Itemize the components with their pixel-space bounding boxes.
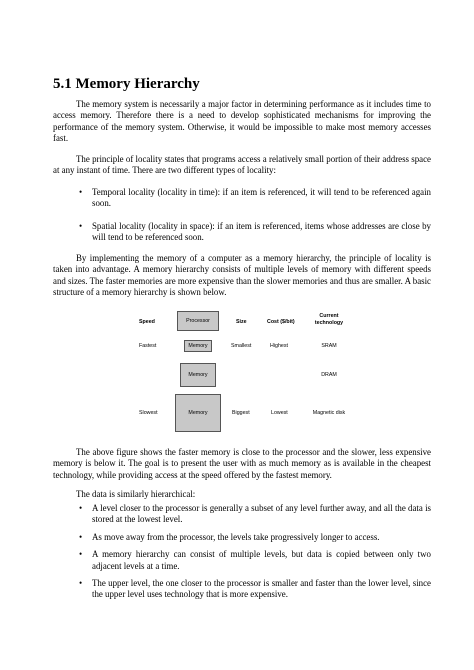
list-item: [53, 503, 431, 526]
technology-header-line1: Current: [319, 313, 339, 319]
memory-level-1-box: [184, 340, 212, 352]
locality-list: [53, 187, 431, 244]
processor-box: [177, 311, 219, 331]
list-item: [53, 549, 431, 572]
cost-label: Lowest: [271, 410, 288, 416]
cost-label: Highest: [270, 343, 288, 349]
list-item-text: Temporal locality (locality in time): if an item is referenced, it will tend to be referenced again soon.: [92, 187, 431, 209]
memory-label: Memory: [188, 372, 208, 378]
list-item: [53, 578, 431, 601]
list-item-text: As move away from the processor, the levels take progressively longer to access.: [92, 531, 380, 542]
speed-label: Fastest: [139, 343, 157, 349]
data-hierarchy-list: [53, 503, 431, 601]
technology-label: SRAM: [321, 343, 337, 349]
bullet-icon: •: [79, 503, 83, 513]
intro-paragraph: The memory system is necessarily a major factor in determining performance as it includes time to access memory. Therefore there is a need to develop sophisticated mechanisms for improving the performance of the memory system. Otherwise, it would be impossible to make most memory accesses fast.: [53, 99, 431, 144]
bullet-icon: •: [79, 531, 83, 542]
hierarchy-paragraph: By implementing the memory of a computer as a memory hierarchy, the principle of locality is taken into advantage. A memory hierarchy consists of multiple levels of memory with different speeds and sizes. The faster memories are more expensive than the slower memories and thus are smaller. A basic structure of a memory hierarchy is shown below.: [53, 253, 431, 298]
memory-label: Memory: [188, 410, 208, 416]
list-item: [53, 221, 431, 244]
processor-label: Processor: [186, 318, 210, 324]
figure-explanation-paragraph: The above figure shows the faster memory is close to the processor and the slower, less expensive memory is below it. The goal is to present the user with as much memory as is available in the cheapest technology, while providing access at the speed offered by the fastest memory.: [53, 447, 431, 480]
section-heading: 5.1 Memory Hierarchy: [53, 76, 200, 92]
speed-label: Slowest: [139, 410, 158, 416]
list-item: [53, 187, 431, 210]
memory-level-3-box: [175, 394, 221, 432]
data-hierarchy-intro: The data is similarly hierarchical:: [76, 489, 196, 499]
size-label: Biggest: [232, 410, 250, 416]
memory-label: Memory: [188, 343, 208, 349]
list-item-text: A memory hierarchy can consist of multiple levels, but data is copied between only two adjacent levels at a time.: [92, 549, 431, 571]
technology-label: Magnetic disk: [312, 410, 346, 416]
size-header: Size: [236, 319, 247, 325]
bullet-icon: •: [79, 220, 83, 231]
list-item-text: The upper level, the one closer to the processor is smaller and faster than the lower level, since the upper level uses technology that is more expensive.: [92, 578, 431, 600]
technology-header-line2: technology: [314, 320, 344, 326]
locality-paragraph: The principle of locality states that programs access a relatively small portion of their address space at any instant of time. There are two different types of locality:: [53, 154, 431, 176]
list-item: [53, 532, 431, 543]
size-label: Smallest: [231, 343, 252, 349]
bullet-icon: •: [79, 187, 83, 197]
technology-label: DRAM: [321, 372, 337, 378]
list-item-text: A level closer to the processor is generally a subset of any level further away, and all the data is stored at the lowest level.: [92, 503, 431, 525]
memory-level-2-box: [180, 363, 216, 387]
bullet-icon: •: [79, 578, 83, 589]
cost-header: Cost ($/bit): [267, 319, 295, 325]
speed-header: Speed: [139, 319, 155, 325]
list-item-text: Spatial locality (locality in space): if an item is referenced, items whose addresses are close by will tend to be referenced soon.: [92, 220, 431, 243]
bullet-icon: •: [79, 549, 83, 560]
